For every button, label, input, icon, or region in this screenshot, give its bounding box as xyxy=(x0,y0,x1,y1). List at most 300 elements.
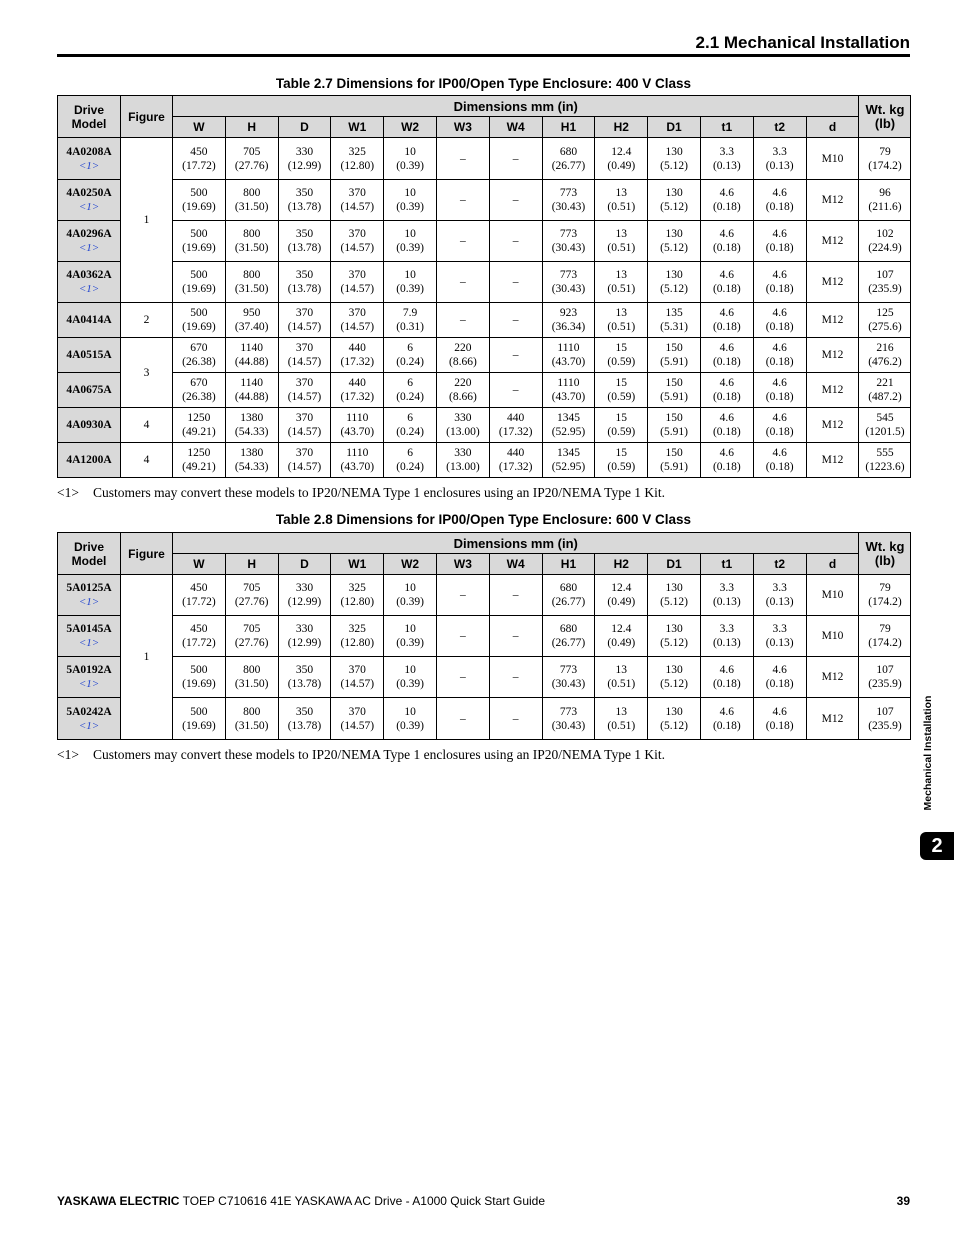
value-cell xyxy=(595,616,648,657)
value-cell xyxy=(173,221,226,262)
value-mm: 7.9 xyxy=(402,307,418,319)
col-header-w3: W3 xyxy=(436,117,489,138)
value-in: (0.39) xyxy=(396,596,424,608)
col-header-w: W xyxy=(173,117,226,138)
value-mm: 10 xyxy=(404,623,416,635)
footnote-link[interactable]: <1> xyxy=(78,719,100,732)
value-in: (0.13) xyxy=(712,159,741,172)
value-cell xyxy=(331,138,384,180)
value-in: (14.57) xyxy=(340,321,375,333)
drive-model: 4A0414A xyxy=(66,314,112,326)
value-mm: 450 xyxy=(190,582,208,594)
value-in: (17.72) xyxy=(182,596,216,608)
value-cell xyxy=(489,221,542,262)
value-mm: 4.6 xyxy=(772,342,787,354)
value-mm: 96 xyxy=(879,187,891,199)
value-cell xyxy=(859,698,911,740)
value-cell xyxy=(225,408,278,443)
value-cell xyxy=(753,338,806,373)
value-in: (31.50) xyxy=(234,678,269,690)
value-cell xyxy=(489,138,542,180)
value-mm: 500 xyxy=(190,187,208,199)
value-cell xyxy=(859,657,911,698)
value-cell xyxy=(542,373,595,408)
value-mm: 4.6 xyxy=(719,664,735,676)
value-mm: 150 xyxy=(665,342,683,354)
value-cell xyxy=(331,616,384,657)
value-cell xyxy=(384,262,437,303)
footnote-600v xyxy=(57,747,665,763)
value-mm: 4.6 xyxy=(772,664,787,676)
value-cell xyxy=(542,338,595,373)
col-header-h2: H2 xyxy=(595,554,648,575)
value-in: (14.57) xyxy=(287,391,322,403)
value-cell xyxy=(331,657,384,698)
value-mm: 130 xyxy=(665,582,683,594)
value-mm: – xyxy=(460,671,466,683)
footnote-link[interactable]: <1> xyxy=(78,596,100,608)
value-cell xyxy=(648,575,701,616)
value-mm: 12.4 xyxy=(611,623,632,635)
value-mm: 680 xyxy=(559,582,578,594)
value-mm: 450 xyxy=(190,623,208,635)
value-cell xyxy=(436,262,489,303)
col-header-d: D xyxy=(278,554,331,575)
value-in: (19.69) xyxy=(182,242,216,254)
value-mm: 705 xyxy=(243,145,261,158)
value-mm: 4.6 xyxy=(719,307,735,319)
value-in: (235.9) xyxy=(868,719,902,732)
value-cell xyxy=(859,303,911,338)
value-in: (14.57) xyxy=(340,201,375,213)
value-cell xyxy=(173,616,226,657)
value-cell xyxy=(331,303,384,338)
value-cell xyxy=(384,408,437,443)
value-mm: – xyxy=(460,712,466,725)
value-cell xyxy=(753,180,806,221)
value-mm: 4.6 xyxy=(772,307,787,319)
value-in: (13.00) xyxy=(446,461,480,473)
table-row xyxy=(58,616,911,657)
value-mm: – xyxy=(512,671,519,683)
value-in: (17.72) xyxy=(182,637,216,649)
value-mm: 3.3 xyxy=(772,145,787,158)
value-mm: 135 xyxy=(665,307,683,319)
value-in: (0.13) xyxy=(765,596,794,608)
table-row xyxy=(58,575,911,616)
value-cell xyxy=(753,373,806,408)
value-cell xyxy=(542,221,595,262)
value-cell xyxy=(806,616,859,657)
value-in: (476.2) xyxy=(868,356,902,368)
value-mm: 6 xyxy=(407,342,413,354)
value-in: (235.9) xyxy=(868,283,902,295)
value-mm: 10 xyxy=(404,664,416,676)
drive-model-cell xyxy=(58,303,121,338)
footnote-link[interactable]: <1> xyxy=(78,159,100,172)
col-header-h1: H1 xyxy=(542,117,595,138)
value-cell xyxy=(331,338,384,373)
value-mm: 4.6 xyxy=(719,269,735,281)
value-in: (12.80) xyxy=(340,159,375,172)
value-cell xyxy=(700,180,753,221)
value-mm: 3.3 xyxy=(719,623,735,635)
value-mm: 4.6 xyxy=(719,342,735,354)
value-in: (37.40) xyxy=(234,321,269,333)
value-in: (14.57) xyxy=(287,356,322,368)
value-mm: M12 xyxy=(821,314,844,326)
value-mm: 4.6 xyxy=(772,447,787,459)
value-mm: 670 xyxy=(190,342,208,354)
value-cell xyxy=(700,616,753,657)
value-mm: 4.6 xyxy=(772,228,787,240)
value-mm: 10 xyxy=(404,187,416,199)
table-row xyxy=(58,303,911,338)
value-mm: 13 xyxy=(615,187,628,199)
col-header-w: W xyxy=(173,554,226,575)
value-mm: 13 xyxy=(615,269,628,281)
value-mm: 4.6 xyxy=(719,412,735,424)
value-in: (14.57) xyxy=(287,461,322,473)
value-in: (0.18) xyxy=(765,356,794,368)
col-header-w4: W4 xyxy=(489,554,542,575)
value-mm: 13 xyxy=(615,664,628,676)
value-cell xyxy=(700,338,753,373)
value-mm: 370 xyxy=(348,307,366,319)
value-cell xyxy=(806,408,859,443)
value-cell xyxy=(859,338,911,373)
chapter-tab: 2 xyxy=(920,832,954,860)
footnote-link[interactable]: <1> xyxy=(78,678,100,690)
value-in: (27.76) xyxy=(234,637,269,649)
value-mm: 330 xyxy=(295,623,314,635)
figure-cell: 4 xyxy=(121,443,173,478)
value-cell xyxy=(278,138,331,180)
value-mm: 680 xyxy=(559,623,578,635)
col-header-dimensions: Dimensions mm (in) xyxy=(173,533,859,554)
value-mm: 440 xyxy=(507,447,525,459)
value-cell xyxy=(436,657,489,698)
value-in: (0.18) xyxy=(712,201,741,213)
value-in: (0.18) xyxy=(765,283,794,295)
footnote-400v xyxy=(57,485,665,501)
col-header-figure: Figure xyxy=(121,96,173,138)
col-header-w1: W1 xyxy=(331,117,384,138)
col-header-w2: W2 xyxy=(384,117,437,138)
value-mm: M12 xyxy=(821,419,844,431)
value-cell xyxy=(859,373,911,408)
value-mm: – xyxy=(512,630,519,642)
value-in: (0.13) xyxy=(765,637,794,649)
value-mm: 130 xyxy=(665,705,683,718)
value-cell xyxy=(542,180,595,221)
value-cell xyxy=(173,180,226,221)
value-mm: M12 xyxy=(821,671,844,683)
value-mm: 125 xyxy=(876,307,894,319)
value-mm: 13 xyxy=(615,705,628,718)
value-mm: – xyxy=(512,589,519,601)
value-mm: 370 xyxy=(348,705,366,718)
value-cell xyxy=(384,657,437,698)
table-row xyxy=(58,443,911,478)
footnote-link[interactable]: <1> xyxy=(78,242,100,254)
value-mm: 370 xyxy=(348,228,366,240)
value-cell xyxy=(489,373,542,408)
value-cell xyxy=(489,262,542,303)
value-mm: 6 xyxy=(407,447,413,459)
value-cell xyxy=(542,657,595,698)
value-cell xyxy=(806,373,859,408)
value-cell xyxy=(859,180,911,221)
value-in: (0.49) xyxy=(607,637,636,649)
col-header-h2: H2 xyxy=(595,117,648,138)
value-mm: 220 xyxy=(454,342,472,354)
value-mm: 800 xyxy=(243,269,261,281)
value-cell xyxy=(648,180,701,221)
value-mm: 370 xyxy=(295,412,314,424)
value-cell xyxy=(278,303,331,338)
value-mm: 10 xyxy=(404,228,416,240)
value-cell xyxy=(436,443,489,478)
value-in: (0.51) xyxy=(607,678,636,690)
value-cell xyxy=(278,575,331,616)
value-cell xyxy=(700,303,753,338)
value-in: (235.9) xyxy=(868,678,902,690)
value-cell xyxy=(806,657,859,698)
col-header-weight: Wt. kg (lb) xyxy=(859,533,911,575)
value-in: (44.88) xyxy=(234,391,269,403)
col-header-w4: W4 xyxy=(489,117,542,138)
value-cell xyxy=(648,138,701,180)
value-in: (0.18) xyxy=(765,242,794,254)
footnote-link[interactable]: <1> xyxy=(78,201,100,213)
value-in: (174.2) xyxy=(868,596,902,608)
value-mm: 10 xyxy=(404,269,416,281)
value-mm: 4.6 xyxy=(719,228,735,240)
value-in: (1201.5) xyxy=(865,426,905,438)
table-row xyxy=(58,138,911,180)
value-mm: – xyxy=(512,194,519,206)
col-header-d1: D1 xyxy=(648,117,701,138)
value-mm: 130 xyxy=(665,228,683,240)
value-mm: 1345 xyxy=(556,412,580,424)
value-cell xyxy=(278,616,331,657)
value-cell xyxy=(542,443,595,478)
value-in: (52.95) xyxy=(551,426,586,438)
value-mm: 350 xyxy=(295,187,314,199)
drive-model: 5A0242A xyxy=(66,705,112,718)
value-mm: 773 xyxy=(559,187,578,199)
value-mm: 130 xyxy=(665,623,683,635)
value-in: (275.6) xyxy=(868,321,902,333)
value-cell xyxy=(225,373,278,408)
value-cell xyxy=(173,657,226,698)
value-mm: 3.3 xyxy=(719,582,735,594)
value-in: (224.9) xyxy=(868,242,902,254)
value-in: (19.69) xyxy=(182,321,216,333)
value-mm: 800 xyxy=(243,228,261,240)
value-in: (31.50) xyxy=(234,242,269,254)
value-in: (30.43) xyxy=(551,242,586,254)
value-in: (5.91) xyxy=(660,356,688,368)
value-cell xyxy=(542,138,595,180)
value-cell xyxy=(278,221,331,262)
drive-model: 4A0296A xyxy=(66,228,112,240)
value-cell xyxy=(331,373,384,408)
value-in: (5.12) xyxy=(660,201,688,213)
footnote-link[interactable]: <1> xyxy=(78,637,100,649)
col-header-t1: t1 xyxy=(700,554,753,575)
col-header-d1: D1 xyxy=(648,554,701,575)
drive-model: 4A0208A xyxy=(66,145,112,158)
value-cell xyxy=(384,303,437,338)
value-in: (5.12) xyxy=(660,637,688,649)
value-cell xyxy=(225,303,278,338)
side-section-label: Mechanical Installation xyxy=(922,695,934,811)
value-mm: M10 xyxy=(821,589,844,601)
value-mm: 450 xyxy=(190,145,208,158)
value-mm: 102 xyxy=(876,228,894,240)
value-cell xyxy=(859,575,911,616)
value-mm: 350 xyxy=(295,705,314,718)
value-cell xyxy=(489,575,542,616)
value-mm: 79 xyxy=(879,145,891,158)
value-cell xyxy=(489,657,542,698)
value-in: (8.66) xyxy=(448,356,477,368)
value-cell xyxy=(278,408,331,443)
value-cell xyxy=(436,373,489,408)
footnote-link[interactable]: <1> xyxy=(78,283,100,295)
value-mm: – xyxy=(512,712,519,725)
value-mm: 545 xyxy=(876,412,894,424)
value-in: (26.77) xyxy=(551,596,586,608)
value-cell xyxy=(700,408,753,443)
value-cell xyxy=(595,657,648,698)
value-mm: 15 xyxy=(615,377,628,389)
value-cell xyxy=(331,262,384,303)
value-mm: – xyxy=(512,152,519,165)
drive-model-cell xyxy=(58,616,121,657)
value-in: (0.39) xyxy=(396,637,424,649)
value-cell xyxy=(436,616,489,657)
value-cell xyxy=(173,443,226,478)
footer-doc: TOEP C710616 41E YASKAWA AC Drive - A1000 Quick Start Guide xyxy=(182,1194,546,1208)
value-in: (26.77) xyxy=(551,159,586,172)
value-mm: 1250 xyxy=(187,447,211,459)
footnote-ref: <1> xyxy=(57,485,79,500)
value-in: (0.18) xyxy=(712,356,741,368)
value-in: (27.76) xyxy=(234,159,269,172)
value-in: (0.18) xyxy=(712,283,741,295)
value-cell xyxy=(542,408,595,443)
value-in: (19.69) xyxy=(182,283,216,295)
value-mm: 130 xyxy=(665,664,683,676)
value-cell xyxy=(648,338,701,373)
value-cell xyxy=(542,303,595,338)
drive-model: 5A0192A xyxy=(66,664,112,676)
value-in: (36.34) xyxy=(551,321,586,333)
value-cell xyxy=(753,443,806,478)
value-in: (27.76) xyxy=(234,596,269,608)
col-header-drive-model: Drive Model xyxy=(58,96,121,138)
value-mm: 330 xyxy=(454,412,472,424)
value-cell xyxy=(384,373,437,408)
value-cell xyxy=(648,303,701,338)
value-in: (26.38) xyxy=(182,356,216,368)
value-in: (174.2) xyxy=(868,637,902,649)
value-cell xyxy=(753,303,806,338)
value-in: (0.18) xyxy=(712,242,741,254)
value-in: (31.50) xyxy=(234,283,269,295)
value-in: (0.13) xyxy=(712,637,741,649)
col-header-w3: W3 xyxy=(436,554,489,575)
figure-cell: 4 xyxy=(121,408,173,443)
value-mm: 130 xyxy=(665,269,683,281)
value-in: (31.50) xyxy=(234,719,269,732)
value-cell xyxy=(436,221,489,262)
value-mm: 1110 xyxy=(346,412,369,424)
value-in: (211.6) xyxy=(868,201,902,213)
value-cell xyxy=(859,616,911,657)
value-cell xyxy=(806,180,859,221)
value-mm: 350 xyxy=(295,228,314,240)
value-in: (30.43) xyxy=(551,678,586,690)
value-cell xyxy=(806,338,859,373)
value-in: (0.39) xyxy=(396,159,424,172)
value-cell xyxy=(489,303,542,338)
value-mm: 1110 xyxy=(557,377,580,389)
value-in: (0.18) xyxy=(765,461,794,473)
value-cell xyxy=(278,698,331,740)
value-mm: 370 xyxy=(348,664,366,676)
value-cell xyxy=(436,180,489,221)
value-in: (0.13) xyxy=(712,596,741,608)
drive-model-cell xyxy=(58,138,121,180)
value-in: (13.78) xyxy=(287,201,322,213)
value-mm: 4.6 xyxy=(772,269,787,281)
value-cell xyxy=(278,443,331,478)
figure-cell: 2 xyxy=(121,303,173,338)
value-mm: 4.6 xyxy=(772,705,787,718)
value-mm: 670 xyxy=(190,377,208,389)
value-cell xyxy=(859,138,911,180)
value-cell xyxy=(173,138,226,180)
value-mm: M12 xyxy=(821,276,844,288)
value-cell xyxy=(331,443,384,478)
value-cell xyxy=(595,303,648,338)
value-in: (19.69) xyxy=(182,678,216,690)
value-cell xyxy=(806,262,859,303)
value-in: (0.31) xyxy=(396,321,424,333)
drive-model: 4A0362A xyxy=(66,269,112,281)
value-in: (5.91) xyxy=(660,391,688,403)
value-cell xyxy=(648,262,701,303)
value-in: (0.18) xyxy=(712,321,741,333)
value-cell xyxy=(278,373,331,408)
drive-model-cell xyxy=(58,657,121,698)
value-in: (14.57) xyxy=(287,426,322,438)
value-in: (54.33) xyxy=(234,461,269,473)
value-in: (44.88) xyxy=(234,356,269,368)
value-mm: 500 xyxy=(190,664,208,676)
value-cell xyxy=(225,443,278,478)
value-cell xyxy=(173,303,226,338)
value-mm: 350 xyxy=(295,664,314,676)
value-in: (14.57) xyxy=(340,719,375,732)
value-in: (0.24) xyxy=(396,426,424,438)
drive-model-cell xyxy=(58,262,121,303)
value-mm: 370 xyxy=(295,447,314,459)
